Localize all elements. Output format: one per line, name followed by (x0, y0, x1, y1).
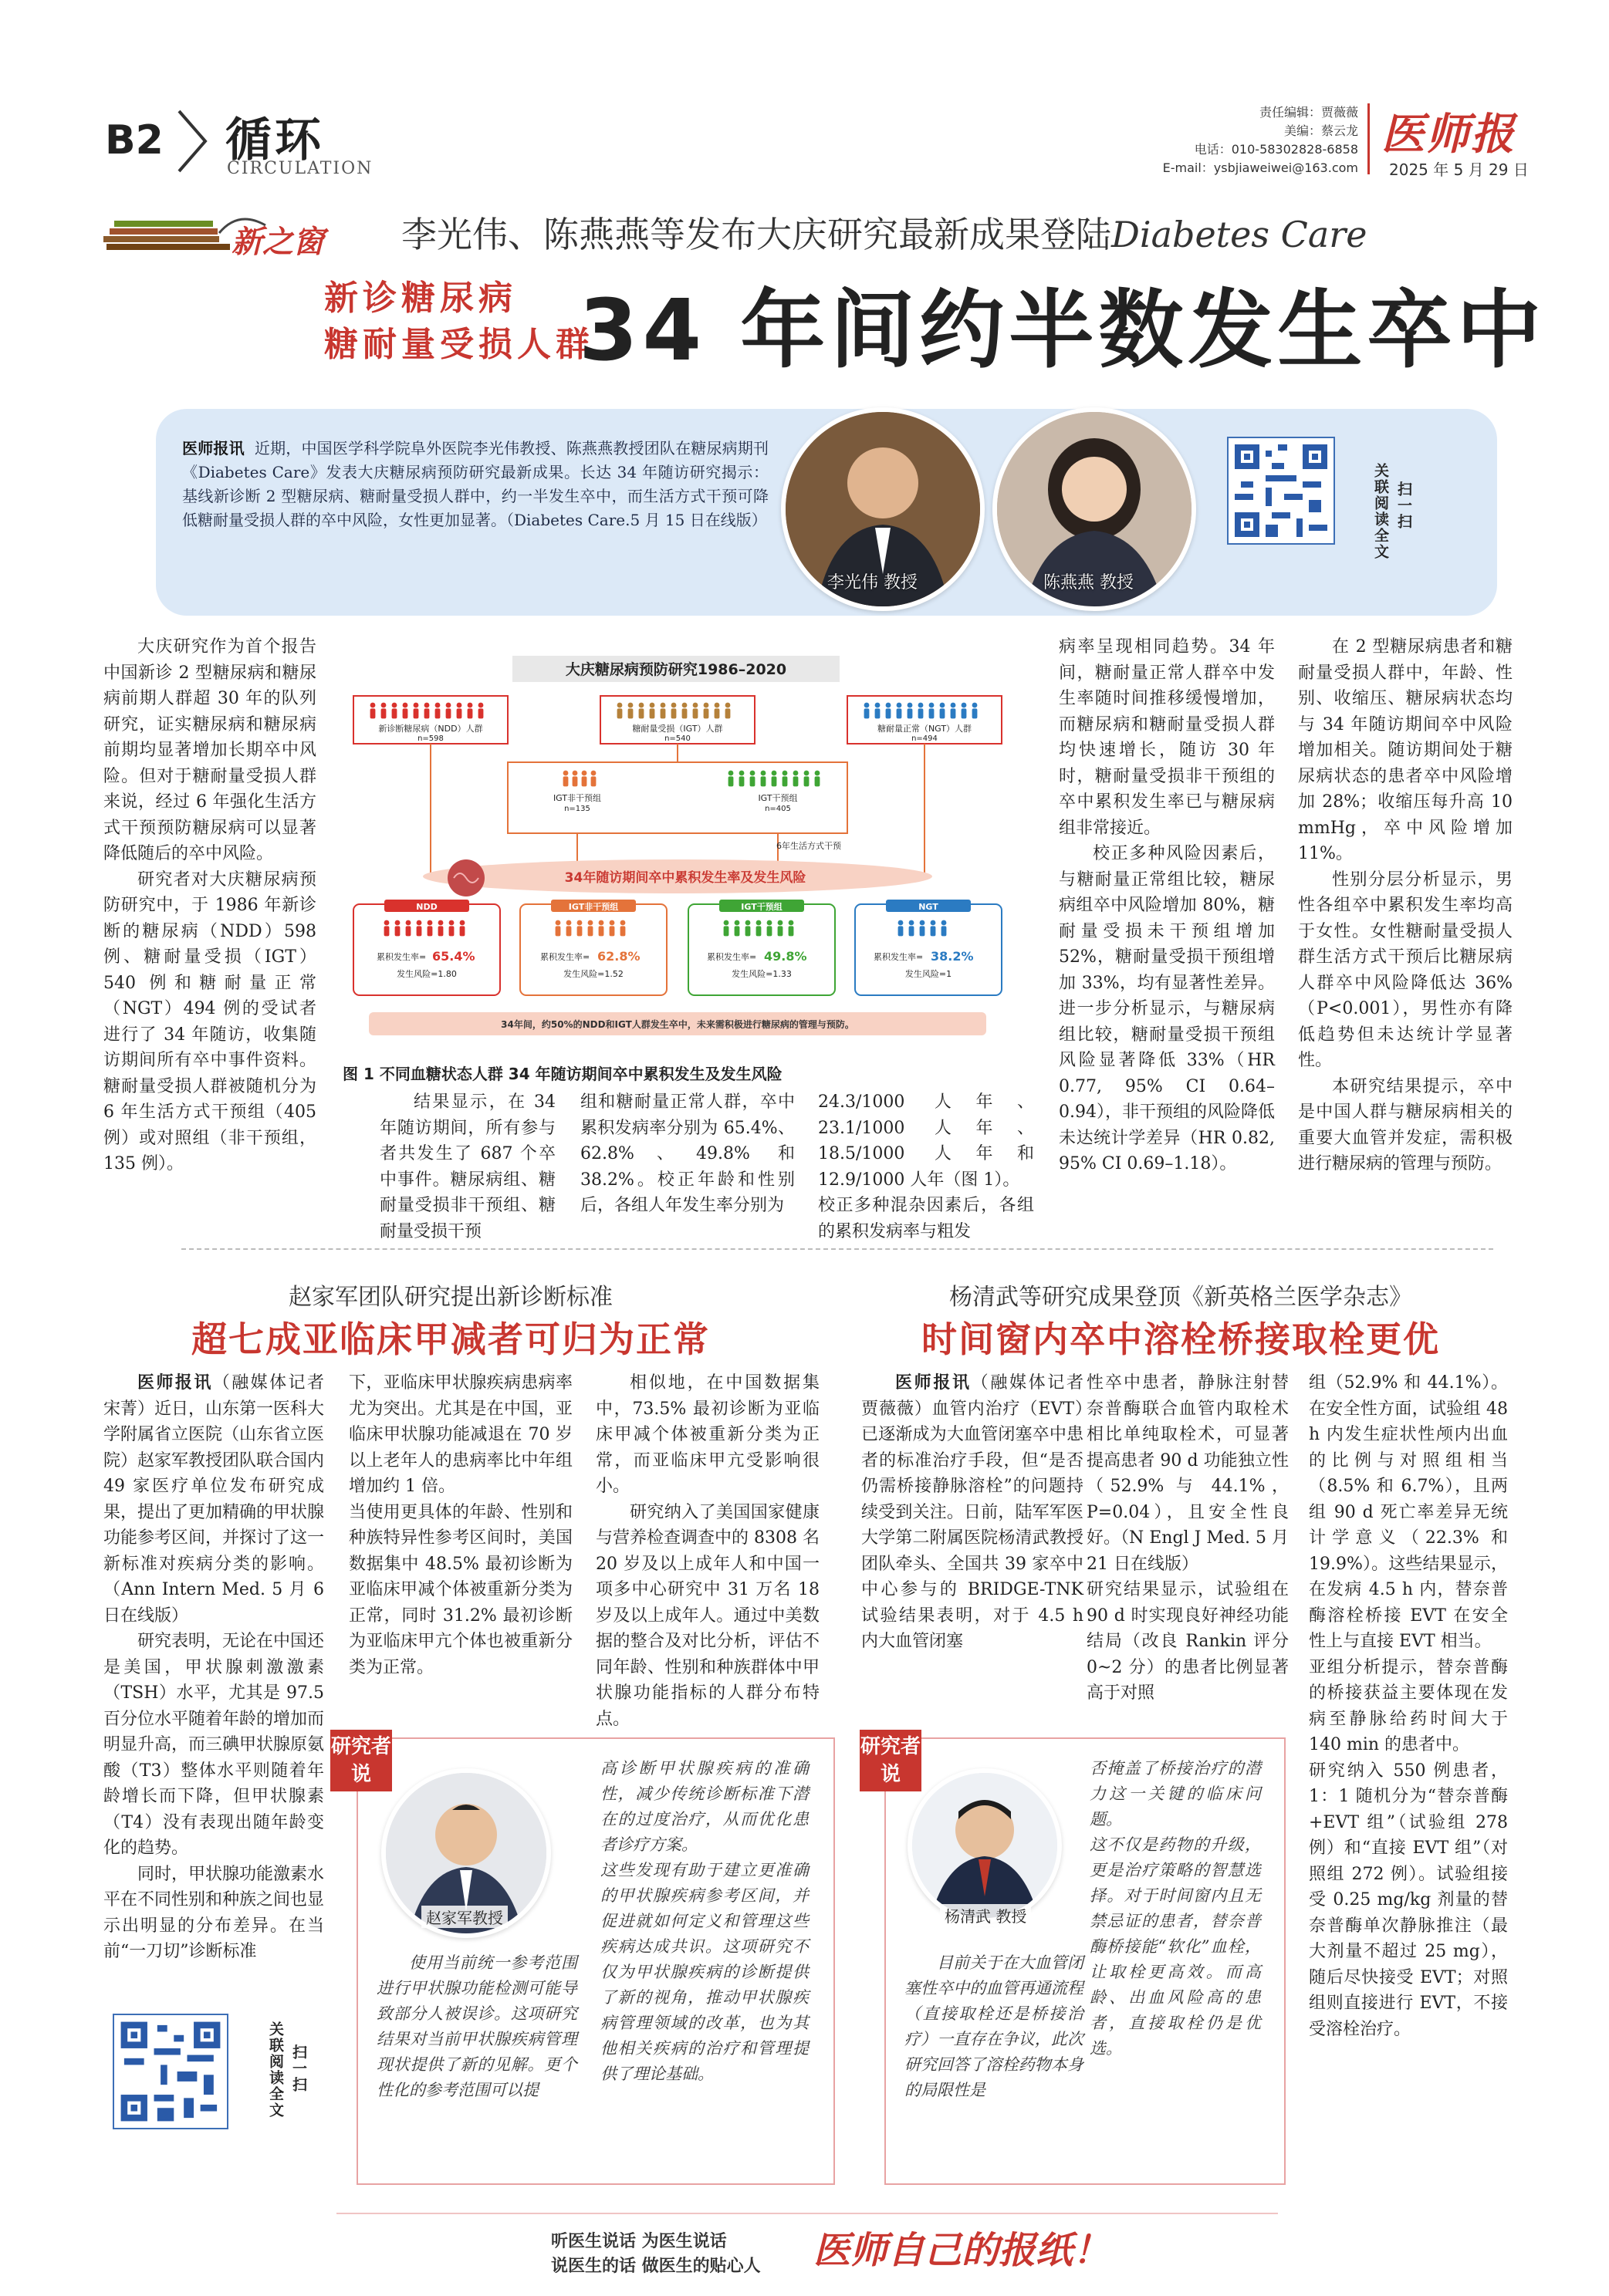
credit-email[interactable]: E-mail：ysbjiaweiwei@163.com (1162, 160, 1358, 175)
researcher-quote-3-article3: 这不仅是药物的升级，更是治疗策略的智慧选择。对于时间窗内且无禁忌证的患者，替奈普酶桥接能“软化”血栓，让取栓更高效。而高龄、出血风险高的患者，直接取栓仍是优选。 (1090, 1835, 1261, 2058)
figure-banner: 大庆糖尿病预防研究1986–2020 (565, 661, 787, 678)
article2-col2 (349, 1370, 573, 1680)
group-n-igt: n=540 (664, 734, 691, 743)
researcher-quote-2-article3: 否掩盖了桥接治疗的潜力这一关键的临床问题。 (1090, 1759, 1261, 1828)
section-title: 循环 (225, 113, 324, 167)
outcome-rate-label-ngt: 累积发生率= (874, 952, 924, 962)
researcher-quote-2: 高诊断甲状腺疾病的准确性，减少传统诊断标准下潜在的过度治疗，从而优化患者诊疗方案。 (600, 1759, 809, 1854)
qr-label-scan-article2: 扫一扫 (290, 2044, 307, 2093)
article2-col1 (103, 1370, 324, 1965)
group-label-ndd: 新诊断糖尿病（NDD）人群 (378, 724, 483, 734)
article3-text: （融媒体记者 贾薇薇）血管内治疗（EVT）已逐渐成为大血管闭塞卒中患者的标准治疗手段，但“是否仍需桥接静脉溶栓”的问题持续受到关注。日前，陆军军医大学第二附属医院杨清武教授团队牵头、全国共 39 家卒中中心参与的 BRIDGE-TNK 试验结果表明，对于 4.5 h 内大血管闭塞 (861, 1373, 1083, 1651)
footer-motto-2: 说医生的话 做医生的贴心人 (551, 2256, 761, 2276)
article2-para: 同时，甲状腺功能激素水平在不同性别和种族之间也显示出明显的分布差异。在当前“一刀切”诊断标准 (103, 1864, 325, 1961)
article3-col2 (1087, 1370, 1289, 1707)
portrait-caption-left: 李光伟 教授 (827, 573, 918, 593)
lead-body: 近期，中国医学科学院阜外医院李光伟教授、陈燕燕教授团队在糖尿病期刊《Diabetes Care》发表大庆糖尿病预防研究最新成果。长达 34 年随访研究揭示：基线新诊断 2 型糖尿病、糖耐量受损人群中，约一半发生卒中，而生活方式干预可降低糖耐量受损人群的卒中风险，女性更加显著。（Diabetes Care.5 月 15 日在线版） (182, 439, 769, 529)
outcome-igt-control (520, 900, 667, 995)
outcome-rate-igt-control: 62.8% (597, 949, 641, 964)
article1-para: 本研究结果提示，卒中是中国人群与糖尿病相关的重要大血管并发症，需积极进行糖尿病的管理与预防。 (1298, 1076, 1513, 1173)
article1-col1 (103, 634, 316, 1177)
section-divider (181, 1248, 1493, 1250)
article2-para (103, 1370, 324, 1629)
outcome-igt-intervention (688, 900, 835, 995)
article2-para: 相似地，在中国数据集中，73.5% 最初诊断为亚临床甲减个体被重新分类为正常，而亚临床甲亢受影响很小。 (596, 1373, 820, 1496)
researcher-quote-2-col (600, 1756, 809, 2087)
researcher-quote-1-article3: 目前关于在大血管闭塞性卒中的血管再通流程（直接取栓还是桥接治疗）一直存在争议，此次研究回答了溶栓药物本身的局限性是 (904, 1953, 1083, 2099)
outcome-rate-ngt: 38.2% (931, 949, 974, 964)
researcher-says-tag (330, 1730, 392, 1791)
portrait-yang-qingwu (908, 1768, 1062, 1923)
portrait-caption-right: 陈燕燕 教授 (1043, 573, 1134, 593)
headline-deck-2: 糖耐量受损人群 (324, 325, 594, 364)
article2-label: 医师报讯 (137, 1373, 213, 1393)
qr-code-article2[interactable] (113, 2014, 228, 2129)
subgroup-label-intervention: IGT干预组 (758, 793, 798, 803)
portrait-caption-zhao: 赵家军教授 (421, 1906, 508, 1928)
article1-col6 (1298, 634, 1513, 1177)
credit-designer: 美编：蔡云龙 (1283, 123, 1358, 138)
article3-para: 性卒中患者，静脉注射替奈普酶联合血管内取栓术相比单纯取栓术，可显著提高患者 90 d 功能独立性（52.9% 与 44.1%，P=0.04），且安全性良好。（N Engl J Med. 5 月 21 日在线版） (1087, 1373, 1290, 1574)
article1-para: 24.3/1000 人年、23.1/1000 人年、18.5/1000 人年和 12.9/1000 人年（图 1）。 (818, 1092, 1034, 1190)
article3-label: 医师报讯 (895, 1373, 972, 1393)
figure-footer: 34年间，约50%的NDD和IGT人群发生卒中，未来需积极进行糖尿病的管理与预防。 (501, 1019, 854, 1030)
masthead-divider (1367, 103, 1370, 174)
column-logo-text: 新之窗 (232, 224, 324, 260)
outcome-rate-label-igt-control: 累积发生率= (540, 952, 590, 962)
lead-text (182, 437, 769, 532)
researcher-quote-2-col-article3 (1090, 1756, 1261, 2061)
lead-label: 医师报讯 (182, 439, 245, 458)
outcome-risk-igt-intervention: 发生风险=1.33 (732, 969, 792, 979)
researcher-says-tag (860, 1730, 921, 1791)
group-label-igt: 糖耐量受损（IGT）人群 (632, 724, 723, 734)
group-n-ndd: n=598 (417, 734, 444, 743)
article1-col5 (1059, 634, 1275, 1177)
article1-para: 病率呈现相同趋势。34 年间，糖耐量正常人群卒中发生率随时间推移缓慢增加，而糖尿病和糖耐量受损人群均快速增长，随访 30 年时，糖耐量受损非干预组的卒中累积发生率已与糖尿病组非常接近。 (1059, 637, 1275, 838)
outcome-risk-igt-control: 发生风险=1.52 (563, 969, 624, 979)
article1-col4 (818, 1089, 1034, 1244)
chevron-right-icon (174, 108, 210, 174)
qr-label: 关联阅读全文 (1372, 463, 1389, 560)
editor-credits (1042, 103, 1358, 177)
subgroup-n-control: n=135 (564, 805, 590, 813)
article3-col3 (1309, 1370, 1508, 2042)
outcome-ngt (855, 900, 1002, 995)
article3-para: 研究纳入 550 例患者，1：1 随机分为“替奈普酶+EVT 组”（试验组 278 例）和“直接 EVT 组”（对照组 272 例）。试验组接受 0.25 mg/kg 剂量的替奈普酶单次静脉推注（最大剂量不超过 25 mg），随后尽快接受 EVT；对照组则直接进行 EVT，不接受溶栓治疗。 (1309, 1761, 1508, 2039)
article2-text: （融媒体记者 宋菁）近日，山东第一医科大学附属省立医院（山东省立医院）赵家军教授团队联合国内 49 家医疗单位发布研究成果，提出了更加精确的甲状腺功能参考区间，并探讨了这一新标准对疾病分类的影响。（Ann Intern Med. 5 月 6 日在线版） (103, 1373, 325, 1626)
group-label-ngt: 糖耐量正常（NGT）人群 (877, 724, 972, 734)
footer-rule (336, 2213, 1278, 2214)
outcome-name-ndd: NDD (416, 902, 438, 912)
article1-col2: 结果显示，在 34 年随访期间，所有参与者共发生了 687 个卒中事件。糖尿病组、糖耐量受损非干预组、糖耐量受损干预 (380, 1092, 556, 1241)
outcome-risk-ndd: 发生风险=1.80 (397, 969, 457, 979)
section-subtitle: CIRCULATION (227, 159, 374, 178)
qr-label-article2: 关联阅读全文 (267, 2021, 284, 2119)
footer-motto-1: 听医生说话 为医生说话 (551, 2231, 727, 2251)
article2-title: 超七成亚临床甲减者可归为正常 (191, 1319, 710, 1360)
credit-editor: 责任编辑：贾薇薇 (1259, 105, 1358, 120)
article1-para: 校正多种混杂因素后，各组的累积发病率与粗发 (818, 1196, 1034, 1241)
article1-col3: 组和糖耐量正常人群，卒中累积发病率分别为 65.4%、62.8%、49.8% 和 38.2%。校正年龄和性别后，各组人年发生率分别为 (580, 1092, 795, 1215)
outcome-name-igt-intervention: IGT干预组 (741, 902, 783, 912)
outcome-rate-label-igt-intervention: 累积发生率= (707, 952, 757, 962)
article1-para: 性别分层分析显示，男性各组卒中累积发生率均高于女性。女性糖耐量受损人群生活方式干预后比糖尿病人群卒中风险降低达 36%（P<0.001），男性亦有降低趋势但未达统计学显著性。 (1298, 869, 1513, 1070)
article3-para (861, 1370, 1083, 1655)
article2-para: 下，亚临床甲状腺疾病患病率尤为突出。尤其是在中国，亚临床甲状腺功能减退在 70 岁以上老年人的患病率比中年组增加约 1 倍。 (349, 1373, 573, 1496)
article3-para: 组（52.9% 和 44.1%）。在安全性方面，试验组 48 h 内发生症状性颅内出血的比例与对照组相当（8.5% 和 6.7%），且两组 90 d 死亡率差异无统计学意义（22.3% 和 19.9%）。这些结果显示，在发病 4.5 h 内，替奈普酶溶栓桥接 EVT 在安全性上与直接 EVT 相当。 (1309, 1373, 1508, 1651)
article2-para: 当使用更具体的年龄、性别和种族特异性参考区间时，美国数据集中 48.5% 最初诊断为亚临床甲减个体被重新分类为正常，同时 31.2% 最初诊断为亚临床甲亢个体也被重新分类为正常。 (349, 1502, 573, 1677)
newspaper-name: 医师报 (1381, 109, 1516, 160)
researcher-tag-text: 研究者说 (860, 1735, 921, 1786)
article1-para: 校正多种风险因素后，与糖耐量正常组比较，糖尿病组卒中风险增加 80%，糖耐量受损未干预组增加 52%，糖耐量受损干预组增加 33%，均有显著性差异。进一步分析显示，与糖尿病组比较，糖耐量受损干预组风险显著降低 33%（HR 0.77, 95% CI 0.64–0.94），非干预组的风险降低未达统计学差异（HR 0.82, 95% CI 0.69–1.18）。 (1059, 844, 1275, 1173)
article2-para: 研究纳入了美国国家健康与营养检查调查中的 8308 名 20 岁及以上成年人和中国一项多中心研究中 31 万名 18 岁及以上成年人。通过中美数据的整合及对比分析，评估不同年龄、性别和种族群体中甲状腺功能指标的人群分布特点。 (596, 1502, 820, 1729)
outcome-risk-ngt: 发生风险=1 (904, 969, 952, 979)
intervention-note: 6年生活方式干预 (776, 841, 841, 851)
researcher-quote-1: 使用当前统一参考范围进行甲状腺功能检测可能导致部分人被误诊。这项研究结果对当前甲状腺疾病管理现状提供了新的见解。更个性化的参考范围可以提 (377, 1953, 577, 2099)
article3-kicker: 杨清武等研究成果登顶《新英格兰医学杂志》 (949, 1284, 1412, 1311)
qr-code[interactable] (1227, 437, 1335, 545)
outcome-rate-ndd: 65.4% (432, 949, 475, 964)
article1-para: 研究者对大庆糖尿病预防研究中，于 1986 年新诊断的糖尿病（NDD）598 例、糖耐量受损（IGT）540 例和糖耐量正常（NGT）494 例的受试者进行了 34 年随访，收集随访期间所有卒中事件资料。糖耐量受损人群被随机分为 6 年生活方式干预组（405 例）或对照组（非干预组，135 例）。 (103, 869, 316, 1173)
qr-label-scan: 扫一扫 (1395, 481, 1412, 530)
risk-banner: 34年随访期间卒中累积发生率及发生风险 (564, 870, 806, 886)
figure-daqing-flowchart (346, 653, 1009, 1055)
article3-title: 时间窗内卒中溶栓桥接取栓更优 (921, 1319, 1440, 1360)
headline-kicker (401, 207, 1367, 258)
researcher-tag-text: 研究者说 (330, 1735, 391, 1786)
credit-phone: 电话：010-58302828-6858 (1194, 142, 1358, 157)
article2-kicker: 赵家军团队研究提出新诊断标准 (289, 1284, 613, 1311)
article2-col3 (596, 1370, 820, 1732)
kicker-journal: Diabetes Care (1111, 214, 1367, 255)
figure-caption: 图 1 不同血糖状态人群 34 年随访期间卒中累积发生及发生风险 (343, 1065, 783, 1083)
article3-para: 研究结果显示，试验组在 90 d 时实现良好神经功能结局（改良 Rankin 评分 0~2 分）的患者比例显著高于对照 (1087, 1580, 1289, 1703)
outcome-rate-igt-intervention: 49.8% (764, 949, 807, 964)
outcome-name-ngt: NGT (918, 902, 938, 912)
outcome-rate-label-ndd: 累积发生率= (377, 952, 427, 962)
headline-deck-1: 新诊糖尿病 (324, 279, 517, 318)
group-n-ngt: n=494 (911, 734, 938, 743)
portrait-caption-yang: 杨清武 教授 (940, 1904, 1031, 1926)
outcome-ndd (353, 900, 500, 995)
subgroup-label-control: IGT非干预组 (553, 793, 602, 803)
article1-para: 在 2 型糖尿病患者和糖耐量受损人群中，年龄、性别、收缩压、糖尿病状态均与 34 年随访期间卒中风险增加相关。随访期间处于糖尿病状态的患者卒中风险增加 28%；收缩压每升高 10 mmHg，卒中风险增加 11%。 (1298, 637, 1513, 863)
article3-para: 亚组分析提示，替奈普酶的桥接获益主要体现在发病至静脉给药时间大于 140 min 的患者中。 (1309, 1657, 1508, 1754)
footer-slogan: 医师自己的报纸！ (813, 2229, 1110, 2272)
article2-para: 研究表明，无论在中国还是美国，甲状腺刺激激素（TSH）水平，尤其是 97.5 百分位水平随着年龄的增加而明显升高，而三碘甲状腺原氨酸（T3）整体水平则随着年龄增长而下降，但甲状腺素（T4）没有表现出随年龄变化的趋势。 (103, 1632, 325, 1858)
researcher-quote-3: 这些发现有助于建立更准确的甲状腺疾病参考区间，并促进就如何定义和管理这些疾病达成共识。这项研究不仅为甲状腺疾病的诊断提供了新的视角，推动甲状腺疾病管理领域的改革，也为其他相关疾病的治疗和管理提供了理论基础。 (600, 1861, 809, 2083)
page-code: B2 (105, 117, 164, 164)
article1-para: 大庆研究作为首个报告中国新诊 2 型糖尿病和糖尿病前期人群超 30 年的队列研究，证实糖尿病和糖尿病前期均显著增加长期卒中风险。但对于糖耐量受损人群来说，经过 6 年强化生活方式干预预防糖尿病可以显著降低随后的卒中风险。 (103, 637, 316, 863)
subgroup-n-intervention: n=405 (765, 805, 791, 813)
igt-intervention-icons (728, 771, 820, 787)
kicker-text: 李光伟、陈燕燕等发布大庆研究最新成果登陆 (401, 214, 1111, 255)
issue-date: 2025 年 5 月 29 日 (1389, 160, 1529, 179)
headline-title: 34 年间约半数发生卒中 (579, 281, 1546, 380)
outcome-name-igt-control: IGT非干预组 (568, 902, 619, 912)
article3-col1 (861, 1370, 1083, 1655)
